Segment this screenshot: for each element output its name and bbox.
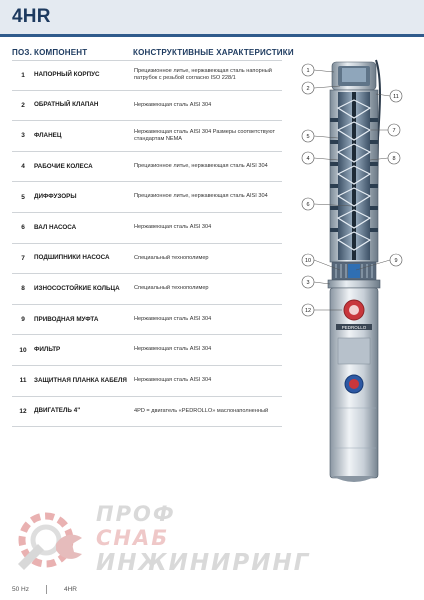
page-title: 4HR xyxy=(12,6,51,27)
row-number: 8 xyxy=(21,285,25,293)
callout-9: 9 xyxy=(394,258,398,264)
table-row xyxy=(12,121,282,152)
callout-2: 2 xyxy=(306,86,310,92)
header-band xyxy=(0,0,424,34)
footer-model: 4HR xyxy=(64,586,78,593)
callout-8: 8 xyxy=(392,156,396,162)
component-name: ОБРАТНЫЙ КЛАПАН xyxy=(34,101,99,109)
watermark-line-3: ИНЖИНИРИНГ xyxy=(96,550,311,576)
callout-12: 12 xyxy=(304,308,312,314)
callout-5: 5 xyxy=(306,134,310,140)
table-row xyxy=(12,60,282,91)
component-description: Нержавеющая сталь AISI 304 xyxy=(134,346,212,353)
column-header-position: ПОЗ. xyxy=(12,48,33,57)
pump-cutaway-figure xyxy=(290,48,424,498)
component-description: Нержавеющая сталь AISI 304 xyxy=(134,315,212,322)
component-description: Прецизионное литье, нержавеющая сталь AISI 304 xyxy=(134,162,268,169)
component-description: Нержавеющая сталь AISI 304 xyxy=(134,101,212,108)
component-name: ФЛАНЕЦ xyxy=(34,131,62,139)
callout-10: 10 xyxy=(304,258,312,264)
row-number: 10 xyxy=(19,346,27,354)
gear-wrench-icon xyxy=(10,504,90,576)
callout-4: 4 xyxy=(306,156,310,162)
callout-11: 11 xyxy=(393,94,399,100)
component-description: Нержавеющая сталь AISI 304 xyxy=(134,224,212,231)
row-number: 7 xyxy=(21,254,25,262)
watermark-line-1: ПРОФ xyxy=(96,502,176,526)
component-description: Нержавеющая сталь AISI 304 xyxy=(134,377,212,384)
table-row xyxy=(12,335,282,366)
table-row xyxy=(12,182,282,213)
component-name: ДИФФУЗОРЫ xyxy=(34,193,77,201)
component-name: ЗАЩИТНАЯ ПЛАНКА КАБЕЛЯ xyxy=(34,376,127,384)
row-number: 11 xyxy=(19,377,27,385)
component-name: РАБОЧИЕ КОЛЕСА xyxy=(34,162,93,170)
table-row xyxy=(12,213,282,244)
component-description: Прецизионное литье, нержавеющая сталь AISI 304 xyxy=(134,193,268,200)
table-row xyxy=(12,91,282,122)
table-row xyxy=(12,152,282,183)
components-table xyxy=(12,60,282,427)
watermark-line-2: СНАБ xyxy=(96,526,170,550)
row-number: 3 xyxy=(21,132,25,140)
header-rule xyxy=(0,34,424,37)
component-name: ПРИВОДНАЯ МУФТА xyxy=(34,315,99,323)
row-number: 5 xyxy=(21,193,25,201)
component-name: ВАЛ НАСОСА xyxy=(34,223,77,231)
table-row xyxy=(12,366,282,397)
component-description: Прецизионное литье, нержавеющая сталь напорный патрубок с резьбой согласно ISO 228/1 xyxy=(134,67,272,82)
table-row xyxy=(12,244,282,275)
component-description: Специальный технополимер xyxy=(134,285,209,292)
table-row xyxy=(12,274,282,305)
component-name: ИЗНОСОСТОЙКИЕ КОЛЬЦА xyxy=(34,284,120,292)
row-number: 1 xyxy=(21,71,25,79)
table-row xyxy=(12,397,282,428)
component-description: Нержавеющая сталь AISI 304 Размеры соответствуют стандартам NEMA xyxy=(134,128,276,142)
component-name: ПОДШИПНИКИ НАСОСА xyxy=(34,254,110,262)
footer-divider xyxy=(46,585,47,594)
component-description: Специальный технополимер xyxy=(134,254,209,261)
row-number: 12 xyxy=(19,407,27,415)
pump-illustration xyxy=(290,48,424,498)
row-number: 9 xyxy=(21,316,25,324)
row-number: 2 xyxy=(21,101,25,109)
callout-7: 7 xyxy=(392,128,396,134)
row-number: 6 xyxy=(21,224,25,232)
motor-brand-label: PEDROLLO xyxy=(341,325,367,330)
callout-6: 6 xyxy=(306,202,310,208)
component-description: 4PD = двигатель «PEDROLLO» маслонаполненный xyxy=(134,407,269,414)
watermark-logo xyxy=(10,502,310,582)
callout-1: 1 xyxy=(306,68,310,74)
column-header-characteristics: КОНСТРУКТИВНЫЕ ХАРАКТЕРИСТИКИ xyxy=(133,48,294,57)
component-name: ФИЛЬТР xyxy=(34,346,61,354)
component-name: НАПОРНЫЙ КОРПУС xyxy=(34,71,100,79)
column-header-component: КОМПОНЕНТ xyxy=(34,48,88,57)
callout-3: 3 xyxy=(306,280,310,286)
row-number: 4 xyxy=(21,163,25,171)
component-name: ДВИГАТЕЛЬ 4" xyxy=(34,407,81,415)
footer-frequency: 50 Hz xyxy=(12,586,29,593)
table-row xyxy=(12,305,282,336)
